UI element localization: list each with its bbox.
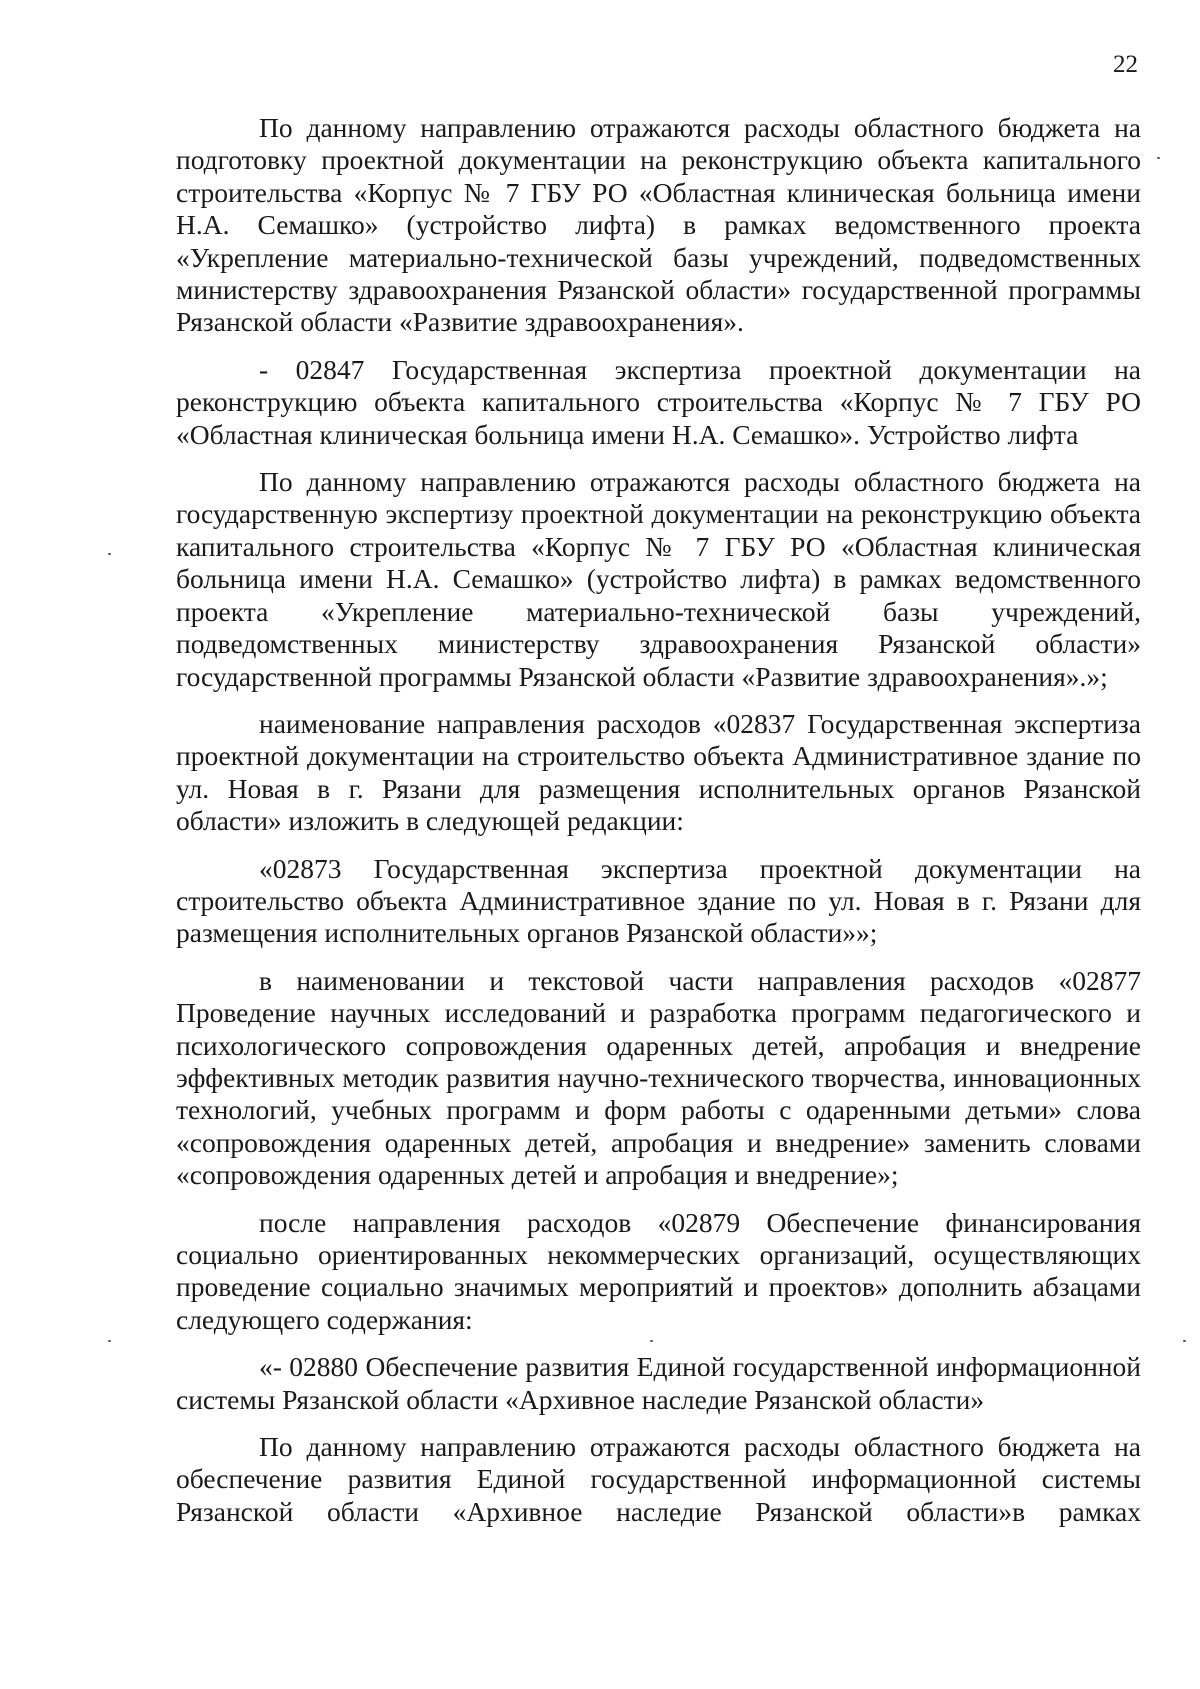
scan-speck [108, 553, 111, 555]
paragraph-3: По данному направлению отражаются расходы областного бюджета на государственную экспертизу проектной документации на реконструкцию объекта капитального строительства «Корпус № 7 ГБУ РО «Областная клиническая больница имени Н.А. Семашко» (устройство лифта) в рамках ведомственного проекта «Укрепление материально-технической базы учреждений, подведомственных министерству здравоохранения Рязанской области» государственной программы Рязанской области «Развитие здравоохранения».»; [176, 466, 1141, 692]
scan-speck [108, 1340, 111, 1342]
document-body [176, 112, 1141, 1543]
paragraph-2: - 02847 Государственная экспертиза проектной документации на реконструкцию объекта капитального строительства «Корпус № 7 ГБУ РО «Областная клиническая больница имени Н.А. Семашко». Устройство лифта [176, 353, 1141, 450]
paragraph-1: По данному направлению отражаются расходы областного бюджета на подготовку проектной документации на реконструкцию объекта капитального строительства «Корпус № 7 ГБУ РО «Областная клиническая больница имени Н.А. Семашко» (устройство лифта) в рамках ведомственного проекта «Укрепление материально-технической базы учреждений, подведомственных министерству здравоохранения Рязанской области» государственной программы Рязанской области «Развитие здравоохранения». [176, 112, 1141, 338]
scan-speck [650, 1340, 653, 1342]
paragraph-9: По данному направлению отражаются расходы областного бюджета на обеспечение развития Единой государственной информационной системы Рязанской области «Архивное наследие Рязанской области»в рамках [176, 1431, 1141, 1527]
paragraph-6: в наименовании и текстовой части направления расходов «02877 Проведение научных исследований и разработка программ педагогического и психологического сопровождения одаренных детей, апробация и внедрение эффективных методик развития научно-технического творчества, инновационных технологий, учебных программ и форм работы с одаренными детьми» слова «сопровождения одаренных детей, апробация и внедрение» заменить словами «сопровождения одаренных детей и апробация и внедрение»; [176, 964, 1141, 1191]
paragraph-8: «- 02880 Обеспечение развития Единой государственной информационной системы Рязанской области «Архивное наследие Рязанской области» [176, 1351, 1141, 1415]
scan-speck [1183, 1340, 1186, 1342]
paragraph-4: наименование направления расходов «02837 Государственная экспертиза проектной документации на строительство объекта Административное здание по ул. Новая в г. Рязани для размещения исполнительных органов Рязанской области» изложить в следующей редакции: [176, 707, 1141, 837]
page-number: 22 [1113, 51, 1138, 78]
paragraph-7: после направления расходов «02879 Обеспечение финансирования социально ориентированных некоммерческих организаций, осуществляющих проведение социально значимых мероприятий и проектов» дополнить абзацами следующего содержания: [176, 1206, 1141, 1335]
scan-speck [1157, 157, 1160, 159]
paragraph-5: «02873 Государственная экспертиза проектной документации на строительство объекта Административное здание по ул. Новая в г. Рязани для размещения исполнительных органов Рязанской области»»; [176, 852, 1141, 949]
